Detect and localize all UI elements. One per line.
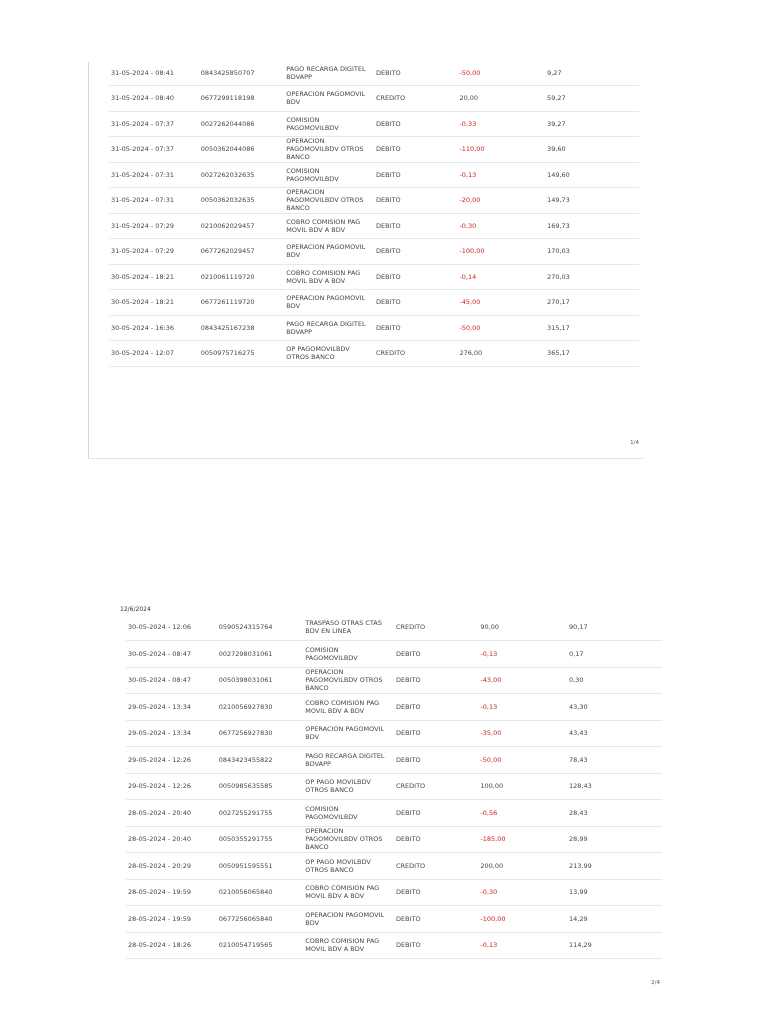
table-row (109, 111, 639, 137)
transaction-amount: -100,00 (478, 906, 567, 933)
transaction-amount: -20,00 (457, 188, 545, 214)
transaction-description: COBRO COMISION PAG MOVIL BDV A BDV (303, 879, 394, 906)
table-row (109, 162, 639, 188)
running-balance: 169,73 (545, 213, 639, 239)
transaction-description: OPERACION PAGOMOVIL BDV (284, 290, 374, 316)
transaction-date: 28-05-2024 - 20:29 (126, 853, 217, 880)
transaction-amount: -0,13 (478, 641, 567, 668)
reference-number: 0050362044086 (199, 137, 285, 163)
running-balance: 59,27 (545, 86, 639, 112)
reference-number: 0843425850707 (199, 60, 285, 86)
transaction-type: DEBITO (374, 315, 457, 341)
running-balance: 28,43 (567, 800, 662, 827)
table-row (109, 315, 639, 341)
transaction-description: PAGO RECARGA DIGITEL BDVAPP (284, 315, 374, 341)
table-row (126, 906, 662, 933)
reference-number: 0843423455822 (217, 747, 304, 774)
reference-number: 0843425167238 (199, 315, 285, 341)
running-balance: 315,17 (545, 315, 639, 341)
table-row (126, 879, 662, 906)
transaction-type: DEBITO (394, 667, 478, 694)
reference-number: 0027262044086 (199, 111, 285, 137)
transaction-description: COMISION PAGOMOVILBDV (284, 162, 374, 188)
running-balance: 365,17 (545, 341, 639, 367)
transaction-type: DEBITO (394, 879, 478, 906)
transaction-date: 31-05-2024 - 07:37 (109, 137, 199, 163)
transaction-type: DEBITO (374, 60, 457, 86)
reference-number: 0050355291755 (217, 826, 304, 853)
transaction-description: COBRO COMISION PAG MOVIL BDV A BDV (284, 264, 374, 290)
transaction-amount: -0,56 (478, 800, 567, 827)
reference-number: 0027262032635 (199, 162, 285, 188)
transaction-date: 30-05-2024 - 18:21 (109, 264, 199, 290)
transaction-amount: -0,30 (478, 879, 567, 906)
running-balance: 270,17 (545, 290, 639, 316)
reference-number: 0677256065840 (217, 906, 304, 933)
running-balance: 270,03 (545, 264, 639, 290)
transaction-date: 28-05-2024 - 19:59 (126, 879, 217, 906)
transaction-description: OP PAGOMOVILBDV OTROS BANCO (284, 341, 374, 367)
transaction-amount: -50,00 (457, 60, 545, 86)
transaction-date: 29-05-2024 - 13:34 (126, 720, 217, 747)
running-balance: 9,27 (545, 60, 639, 86)
reference-number: 0590524315764 (217, 614, 304, 641)
table-row (109, 239, 639, 265)
transaction-description: OPERACION PAGOMOVIL BDV (303, 720, 394, 747)
reference-number: 0677299118198 (199, 86, 285, 112)
reference-number: 0050398031061 (217, 667, 304, 694)
transaction-type: CREDITO (374, 341, 457, 367)
transaction-description: OPERACION PAGOMOVILBDV OTROS BANCO (284, 137, 374, 163)
reference-number: 0027298031061 (217, 641, 304, 668)
transaction-type: DEBITO (394, 800, 478, 827)
table-row (126, 667, 662, 694)
transaction-type: DEBITO (374, 290, 457, 316)
transaction-type: DEBITO (374, 162, 457, 188)
transaction-date: 31-05-2024 - 08:41 (109, 60, 199, 86)
transaction-date: 29-05-2024 - 12:26 (126, 747, 217, 774)
transaction-amount: -35,00 (478, 720, 567, 747)
reference-number: 0027255291755 (217, 800, 304, 827)
transaction-description: PAGO RECARGA DIGITEL BDVAPP (303, 747, 394, 774)
running-balance: 78,43 (567, 747, 662, 774)
transactions-table (126, 614, 662, 959)
transaction-description: TRASPASO OTRAS CTAS BDV EN LINEA (303, 614, 394, 641)
table-row (109, 60, 639, 86)
transaction-date: 30-05-2024 - 12:07 (109, 341, 199, 367)
transaction-type: DEBITO (374, 264, 457, 290)
transaction-date: 31-05-2024 - 07:37 (109, 111, 199, 137)
statement-page-2 (106, 606, 662, 986)
transaction-date: 31-05-2024 - 07:31 (109, 188, 199, 214)
table-row (126, 720, 662, 747)
transaction-amount: 90,00 (478, 614, 567, 641)
transaction-date: 29-05-2024 - 12:26 (126, 773, 217, 800)
running-balance: 0,30 (567, 667, 662, 694)
transaction-date: 30-05-2024 - 08:47 (126, 641, 217, 668)
transaction-type: DEBITO (394, 720, 478, 747)
transaction-date: 28-05-2024 - 18:26 (126, 932, 217, 959)
transaction-amount: -0,13 (457, 162, 545, 188)
transaction-amount: -50,00 (478, 747, 567, 774)
table-row (126, 800, 662, 827)
reference-number: 0210062029457 (199, 213, 285, 239)
transaction-date: 31-05-2024 - 07:29 (109, 213, 199, 239)
reference-number: 0210056927830 (217, 694, 304, 721)
running-balance: 39,27 (545, 111, 639, 137)
reference-number: 0210054719565 (217, 932, 304, 959)
transaction-type: DEBITO (394, 694, 478, 721)
reference-number: 0677256927830 (217, 720, 304, 747)
transaction-amount: -100,00 (457, 239, 545, 265)
running-balance: 43,30 (567, 694, 662, 721)
transaction-type: DEBITO (394, 932, 478, 959)
page-number: 1/4 (630, 440, 639, 446)
transaction-description: OPERACION PAGOMOVIL BDV (303, 906, 394, 933)
running-balance: 39,60 (545, 137, 639, 163)
running-balance: 128,43 (567, 773, 662, 800)
transaction-date: 30-05-2024 - 12:06 (126, 614, 217, 641)
transaction-amount: -43,00 (478, 667, 567, 694)
transaction-description: OPERACION PAGOMOVILBDV OTROS BANCO (284, 188, 374, 214)
transaction-amount: -0,13 (478, 932, 567, 959)
transaction-date: 28-05-2024 - 20:40 (126, 826, 217, 853)
table-row (126, 747, 662, 774)
transaction-type: DEBITO (374, 213, 457, 239)
transaction-type: CREDITO (374, 86, 457, 112)
transaction-type: DEBITO (394, 641, 478, 668)
transaction-amount: -185,00 (478, 826, 567, 853)
transaction-date: 30-05-2024 - 18:21 (109, 290, 199, 316)
table-row (126, 641, 662, 668)
table-row (109, 341, 639, 367)
transaction-date: 28-05-2024 - 20:40 (126, 800, 217, 827)
transaction-description: COBRO COMISION PAG MOVIL BDV A BDV (303, 694, 394, 721)
table-row (109, 290, 639, 316)
transaction-date: 30-05-2024 - 08:47 (126, 667, 217, 694)
reference-number: 0050362032635 (199, 188, 285, 214)
reference-number: 0050985635585 (217, 773, 304, 800)
transaction-date: 31-05-2024 - 07:31 (109, 162, 199, 188)
transaction-date: 29-05-2024 - 13:34 (126, 694, 217, 721)
transaction-date: 31-05-2024 - 08:40 (109, 86, 199, 112)
reference-number: 0050951595551 (217, 853, 304, 880)
transaction-type: DEBITO (394, 906, 478, 933)
transaction-date: 28-05-2024 - 19:59 (126, 906, 217, 933)
running-balance: 149,60 (545, 162, 639, 188)
transaction-amount: -45,00 (457, 290, 545, 316)
transaction-description: OPERACION PAGOMOVILBDV OTROS BANCO (303, 667, 394, 694)
reference-number: 0210061119720 (199, 264, 285, 290)
table-row (126, 826, 662, 853)
transaction-description: OP PAGO MOVILBDV OTROS BANCO (303, 853, 394, 880)
transaction-type: DEBITO (394, 826, 478, 853)
transaction-description: COMISION PAGOMOVILBDV (303, 800, 394, 827)
table-row (109, 86, 639, 112)
transaction-description: OPERACION PAGOMOVIL BDV (284, 239, 374, 265)
transaction-type: DEBITO (374, 111, 457, 137)
transaction-description: OP PAGO MOVILBDV OTROS BANCO (303, 773, 394, 800)
transaction-amount: -0,14 (457, 264, 545, 290)
running-balance: 114,29 (567, 932, 662, 959)
running-balance: 0,17 (567, 641, 662, 668)
transaction-date: 31-05-2024 - 07:29 (109, 239, 199, 265)
transaction-amount: 20,00 (457, 86, 545, 112)
transaction-type: DEBITO (374, 137, 457, 163)
transactions-body (109, 60, 639, 366)
transaction-type: CREDITO (394, 773, 478, 800)
running-balance: 213,99 (567, 853, 662, 880)
print-date: 12/6/2024 (120, 606, 151, 613)
table-row (126, 932, 662, 959)
running-balance: 43,43 (567, 720, 662, 747)
transaction-amount: 100,00 (478, 773, 567, 800)
transaction-type: DEBITO (394, 747, 478, 774)
transaction-amount: -0,33 (457, 111, 545, 137)
transaction-type: DEBITO (374, 239, 457, 265)
table-row (109, 264, 639, 290)
transaction-type: DEBITO (374, 188, 457, 214)
transaction-description: OPERACION PAGOMOVILBDV OTROS BANCO (303, 826, 394, 853)
transaction-description: PAGO RECARGA DIGITEL BDVAPP (284, 60, 374, 86)
reference-number: 0050975716275 (199, 341, 285, 367)
table-row (109, 213, 639, 239)
running-balance: 149,73 (545, 188, 639, 214)
transaction-amount: 276,00 (457, 341, 545, 367)
transaction-amount: -50,00 (457, 315, 545, 341)
transaction-amount: -0,30 (457, 213, 545, 239)
table-row (109, 188, 639, 214)
table-row (126, 694, 662, 721)
table-row (126, 853, 662, 880)
transaction-description: COMISION PAGOMOVILBDV (284, 111, 374, 137)
transaction-date: 30-05-2024 - 16:36 (109, 315, 199, 341)
transaction-description: OPERACION PAGOMOVIL BDV (284, 86, 374, 112)
transaction-description: COBRO COMISION PAG MOVIL BDV A BDV (284, 213, 374, 239)
table-row (126, 614, 662, 641)
reference-number: 0677261119720 (199, 290, 285, 316)
running-balance: 170,03 (545, 239, 639, 265)
transactions-table (109, 60, 639, 367)
running-balance: 13,99 (567, 879, 662, 906)
table-row (126, 773, 662, 800)
statement-page-1 (88, 62, 643, 459)
table-row (109, 137, 639, 163)
running-balance: 90,17 (567, 614, 662, 641)
transaction-amount: -110,00 (457, 137, 545, 163)
transaction-description: COMISION PAGOMOVILBDV (303, 641, 394, 668)
running-balance: 14,29 (567, 906, 662, 933)
running-balance: 28,99 (567, 826, 662, 853)
transaction-amount: 200,00 (478, 853, 567, 880)
reference-number: 0677262029457 (199, 239, 285, 265)
transaction-type: CREDITO (394, 853, 478, 880)
transactions-body (126, 614, 662, 959)
transaction-description: COBRO COMISION PAG MOVIL BDV A BDV (303, 932, 394, 959)
transaction-type: CREDITO (394, 614, 478, 641)
reference-number: 0210056065840 (217, 879, 304, 906)
page-number: 2/4 (651, 980, 660, 986)
transaction-amount: -0,13 (478, 694, 567, 721)
